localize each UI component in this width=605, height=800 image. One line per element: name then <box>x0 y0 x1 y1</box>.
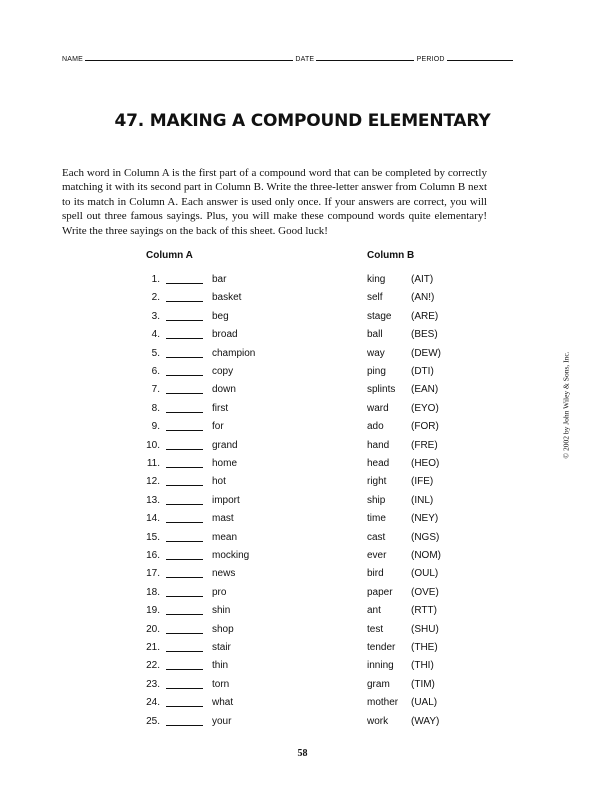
period-field[interactable] <box>447 54 513 61</box>
item-number: 22. <box>146 660 160 672</box>
column-b-code: (HEO) <box>411 458 440 469</box>
answer-blank[interactable] <box>166 541 203 542</box>
column-b-word: ship <box>367 494 386 506</box>
column-b-word: ward <box>367 402 389 414</box>
list-item <box>0 679 605 695</box>
column-b-code: (EYO) <box>411 402 439 414</box>
column-b-heading: Column B <box>367 250 415 261</box>
date-label: DATE <box>295 56 315 63</box>
column-a-word: shin <box>212 605 231 617</box>
item-number: 5. <box>151 347 160 359</box>
column-b-word: mother <box>367 697 399 709</box>
column-b-word: right <box>367 476 387 488</box>
column-b-word: tender <box>367 642 396 653</box>
answer-blank[interactable] <box>166 485 203 486</box>
column-a-word: copy <box>212 366 234 377</box>
column-b-code: (DTI) <box>411 366 434 377</box>
item-number: 12. <box>146 476 160 488</box>
column-b-word: inning <box>367 660 394 672</box>
answer-blank[interactable] <box>166 283 203 284</box>
item-number: 13. <box>146 494 160 506</box>
column-a-word: home <box>212 458 238 469</box>
item-number: 15. <box>146 531 160 543</box>
answer-blank[interactable] <box>166 688 203 689</box>
list-item <box>0 403 605 419</box>
column-b-word: cast <box>367 531 386 543</box>
item-number: 10. <box>146 439 160 451</box>
column-b-code: (OUL) <box>411 568 439 580</box>
column-a-word: basket <box>212 292 242 304</box>
column-b-word: paper <box>367 586 393 598</box>
column-a-word: what <box>212 697 234 709</box>
column-b-word: head <box>367 458 390 469</box>
item-number: 1. <box>151 274 160 285</box>
item-number: 19. <box>146 605 160 617</box>
column-b-code: (IFE) <box>411 476 434 488</box>
column-b-code: (THE) <box>411 642 438 653</box>
column-a-word: first <box>212 402 229 414</box>
answer-blank[interactable] <box>166 393 203 394</box>
column-b-word: ever <box>367 550 387 561</box>
list-item <box>0 421 605 437</box>
answer-blank[interactable] <box>166 412 203 413</box>
item-number: 17. <box>146 568 160 580</box>
list-item <box>0 274 605 290</box>
column-b-code: (NOM) <box>411 550 441 561</box>
item-number: 2. <box>151 292 160 304</box>
answer-blank[interactable] <box>166 633 203 634</box>
column-b-word: splints <box>367 384 396 396</box>
list-item <box>0 458 605 474</box>
column-b-word: gram <box>367 678 390 690</box>
page-title: 47. MAKING A COMPOUND ELEMENTARY <box>114 111 491 131</box>
list-item <box>0 513 605 529</box>
column-b-word: way <box>367 347 385 359</box>
column-b-code: (BES) <box>411 329 438 341</box>
column-a-word: thin <box>212 660 229 672</box>
answer-blank[interactable] <box>166 375 203 376</box>
item-number: 6. <box>151 366 160 377</box>
list-item <box>0 476 605 492</box>
answer-blank[interactable] <box>166 577 203 578</box>
column-a-word: broad <box>212 329 238 341</box>
column-a-word: your <box>212 715 232 727</box>
answer-blank[interactable] <box>166 504 203 505</box>
column-b-code: (WAY) <box>411 715 440 727</box>
column-b-word: hand <box>367 439 390 451</box>
list-item <box>0 311 605 327</box>
item-number: 3. <box>151 310 160 322</box>
list-item <box>0 384 605 400</box>
column-b-word: ado <box>367 421 384 433</box>
column-b-code: (UAL) <box>411 697 438 709</box>
list-item <box>0 550 605 566</box>
item-number: 14. <box>146 513 160 525</box>
instructions: Each word in Column A is the first part of a compound word that can be completed by correctly matching it with its second part in Column B. Write the three-letter answer from Column B next to its match in Column A. Each answer is used only once. If your answers are correct, you will spell out three famous sayings. Plus, you will make these compound words quite elementary! Write the three sayings on the back of this sheet. Good luck! <box>62 167 487 237</box>
item-number: 23. <box>146 678 160 690</box>
column-b-code: (OVE) <box>411 586 439 598</box>
item-number: 16. <box>146 550 160 561</box>
column-a-word: down <box>212 384 236 396</box>
column-b-word: work <box>367 715 389 727</box>
name-field[interactable] <box>85 54 293 61</box>
column-b-word: king <box>367 274 386 285</box>
column-b-code: (DEW) <box>411 347 441 359</box>
column-b-word: self <box>367 292 383 304</box>
student-info-header <box>62 54 513 63</box>
list-item <box>0 329 605 345</box>
list-item <box>0 348 605 364</box>
copyright-notice: © 2002 by John Wiley & Sons, Inc. <box>561 351 571 459</box>
item-number: 11. <box>146 458 160 469</box>
column-a-word: torn <box>212 678 230 690</box>
list-item <box>0 697 605 713</box>
list-item <box>0 605 605 621</box>
column-a-word: stair <box>212 642 231 653</box>
answer-blank[interactable] <box>166 651 203 652</box>
column-b-code: (TIM) <box>411 678 435 690</box>
list-item <box>0 440 605 456</box>
list-item <box>0 568 605 584</box>
column-b-code: (RTT) <box>411 605 437 617</box>
column-a-word: import <box>212 494 240 506</box>
list-item <box>0 495 605 511</box>
answer-blank[interactable] <box>166 706 203 707</box>
column-b-word: stage <box>367 310 392 322</box>
column-b-word: ping <box>367 366 386 377</box>
list-item <box>0 660 605 676</box>
answer-blank[interactable] <box>166 559 203 560</box>
column-b-word: ball <box>367 329 383 341</box>
answer-blank[interactable] <box>166 301 203 302</box>
list-item <box>0 292 605 308</box>
name-label: NAME <box>62 56 84 63</box>
column-b-word: test <box>367 623 384 635</box>
column-a-word: hot <box>212 476 226 488</box>
answer-blank[interactable] <box>166 669 203 670</box>
answer-blank[interactable] <box>166 357 203 358</box>
column-b-word: bird <box>367 568 384 580</box>
answer-blank[interactable] <box>166 467 203 468</box>
answer-blank[interactable] <box>166 320 203 321</box>
column-b-code: (AN!) <box>411 292 435 304</box>
column-a-word: mast <box>212 513 234 525</box>
page-number: 58 <box>297 748 308 759</box>
column-a-word: news <box>212 568 236 580</box>
column-a-word: mean <box>212 531 238 543</box>
list-item <box>0 624 605 640</box>
item-number: 18. <box>146 586 160 598</box>
item-number: 4. <box>151 329 160 341</box>
column-b-word: ant <box>367 605 381 617</box>
column-a-word: pro <box>212 586 227 598</box>
date-field[interactable] <box>316 54 414 61</box>
column-a-heading: Column A <box>146 250 193 261</box>
column-b-word: time <box>367 513 386 525</box>
period-label: PERIOD <box>416 56 445 63</box>
item-number: 9. <box>151 421 160 433</box>
list-item <box>0 587 605 603</box>
column-a-word: mocking <box>212 550 250 561</box>
list-item <box>0 716 605 732</box>
column-b-code: (AIT) <box>411 274 434 285</box>
column-a-word: bar <box>212 274 227 285</box>
column-b-code: (THI) <box>411 660 434 672</box>
column-b-code: (ARE) <box>411 310 439 322</box>
item-number: 25. <box>146 715 160 727</box>
list-item <box>0 366 605 382</box>
column-b-code: (FOR) <box>411 421 439 433</box>
list-item <box>0 532 605 548</box>
item-number: 20. <box>146 623 160 635</box>
item-number: 7. <box>151 384 160 396</box>
column-b-code: (INL) <box>411 494 434 506</box>
item-number: 24. <box>146 697 160 709</box>
column-b-code: (NGS) <box>411 531 440 543</box>
column-b-code: (EAN) <box>411 384 439 396</box>
answer-blank[interactable] <box>166 725 203 726</box>
answer-blank[interactable] <box>166 596 203 597</box>
column-a-word: shop <box>212 623 234 635</box>
column-a-word: champion <box>212 347 256 359</box>
column-b-code: (SHU) <box>411 623 439 635</box>
item-number: 21. <box>146 642 160 653</box>
list-item <box>0 642 605 658</box>
answer-blank[interactable] <box>166 430 203 431</box>
answer-blank[interactable] <box>166 449 203 450</box>
column-a-word: for <box>212 421 224 433</box>
answer-blank[interactable] <box>166 614 203 615</box>
answer-blank[interactable] <box>166 338 203 339</box>
column-b-code: (FRE) <box>411 439 438 451</box>
column-a-word: grand <box>212 439 238 451</box>
column-a-word: beg <box>212 310 229 322</box>
answer-blank[interactable] <box>166 522 203 523</box>
column-b-code: (NEY) <box>411 513 439 525</box>
item-number: 8. <box>151 402 160 414</box>
